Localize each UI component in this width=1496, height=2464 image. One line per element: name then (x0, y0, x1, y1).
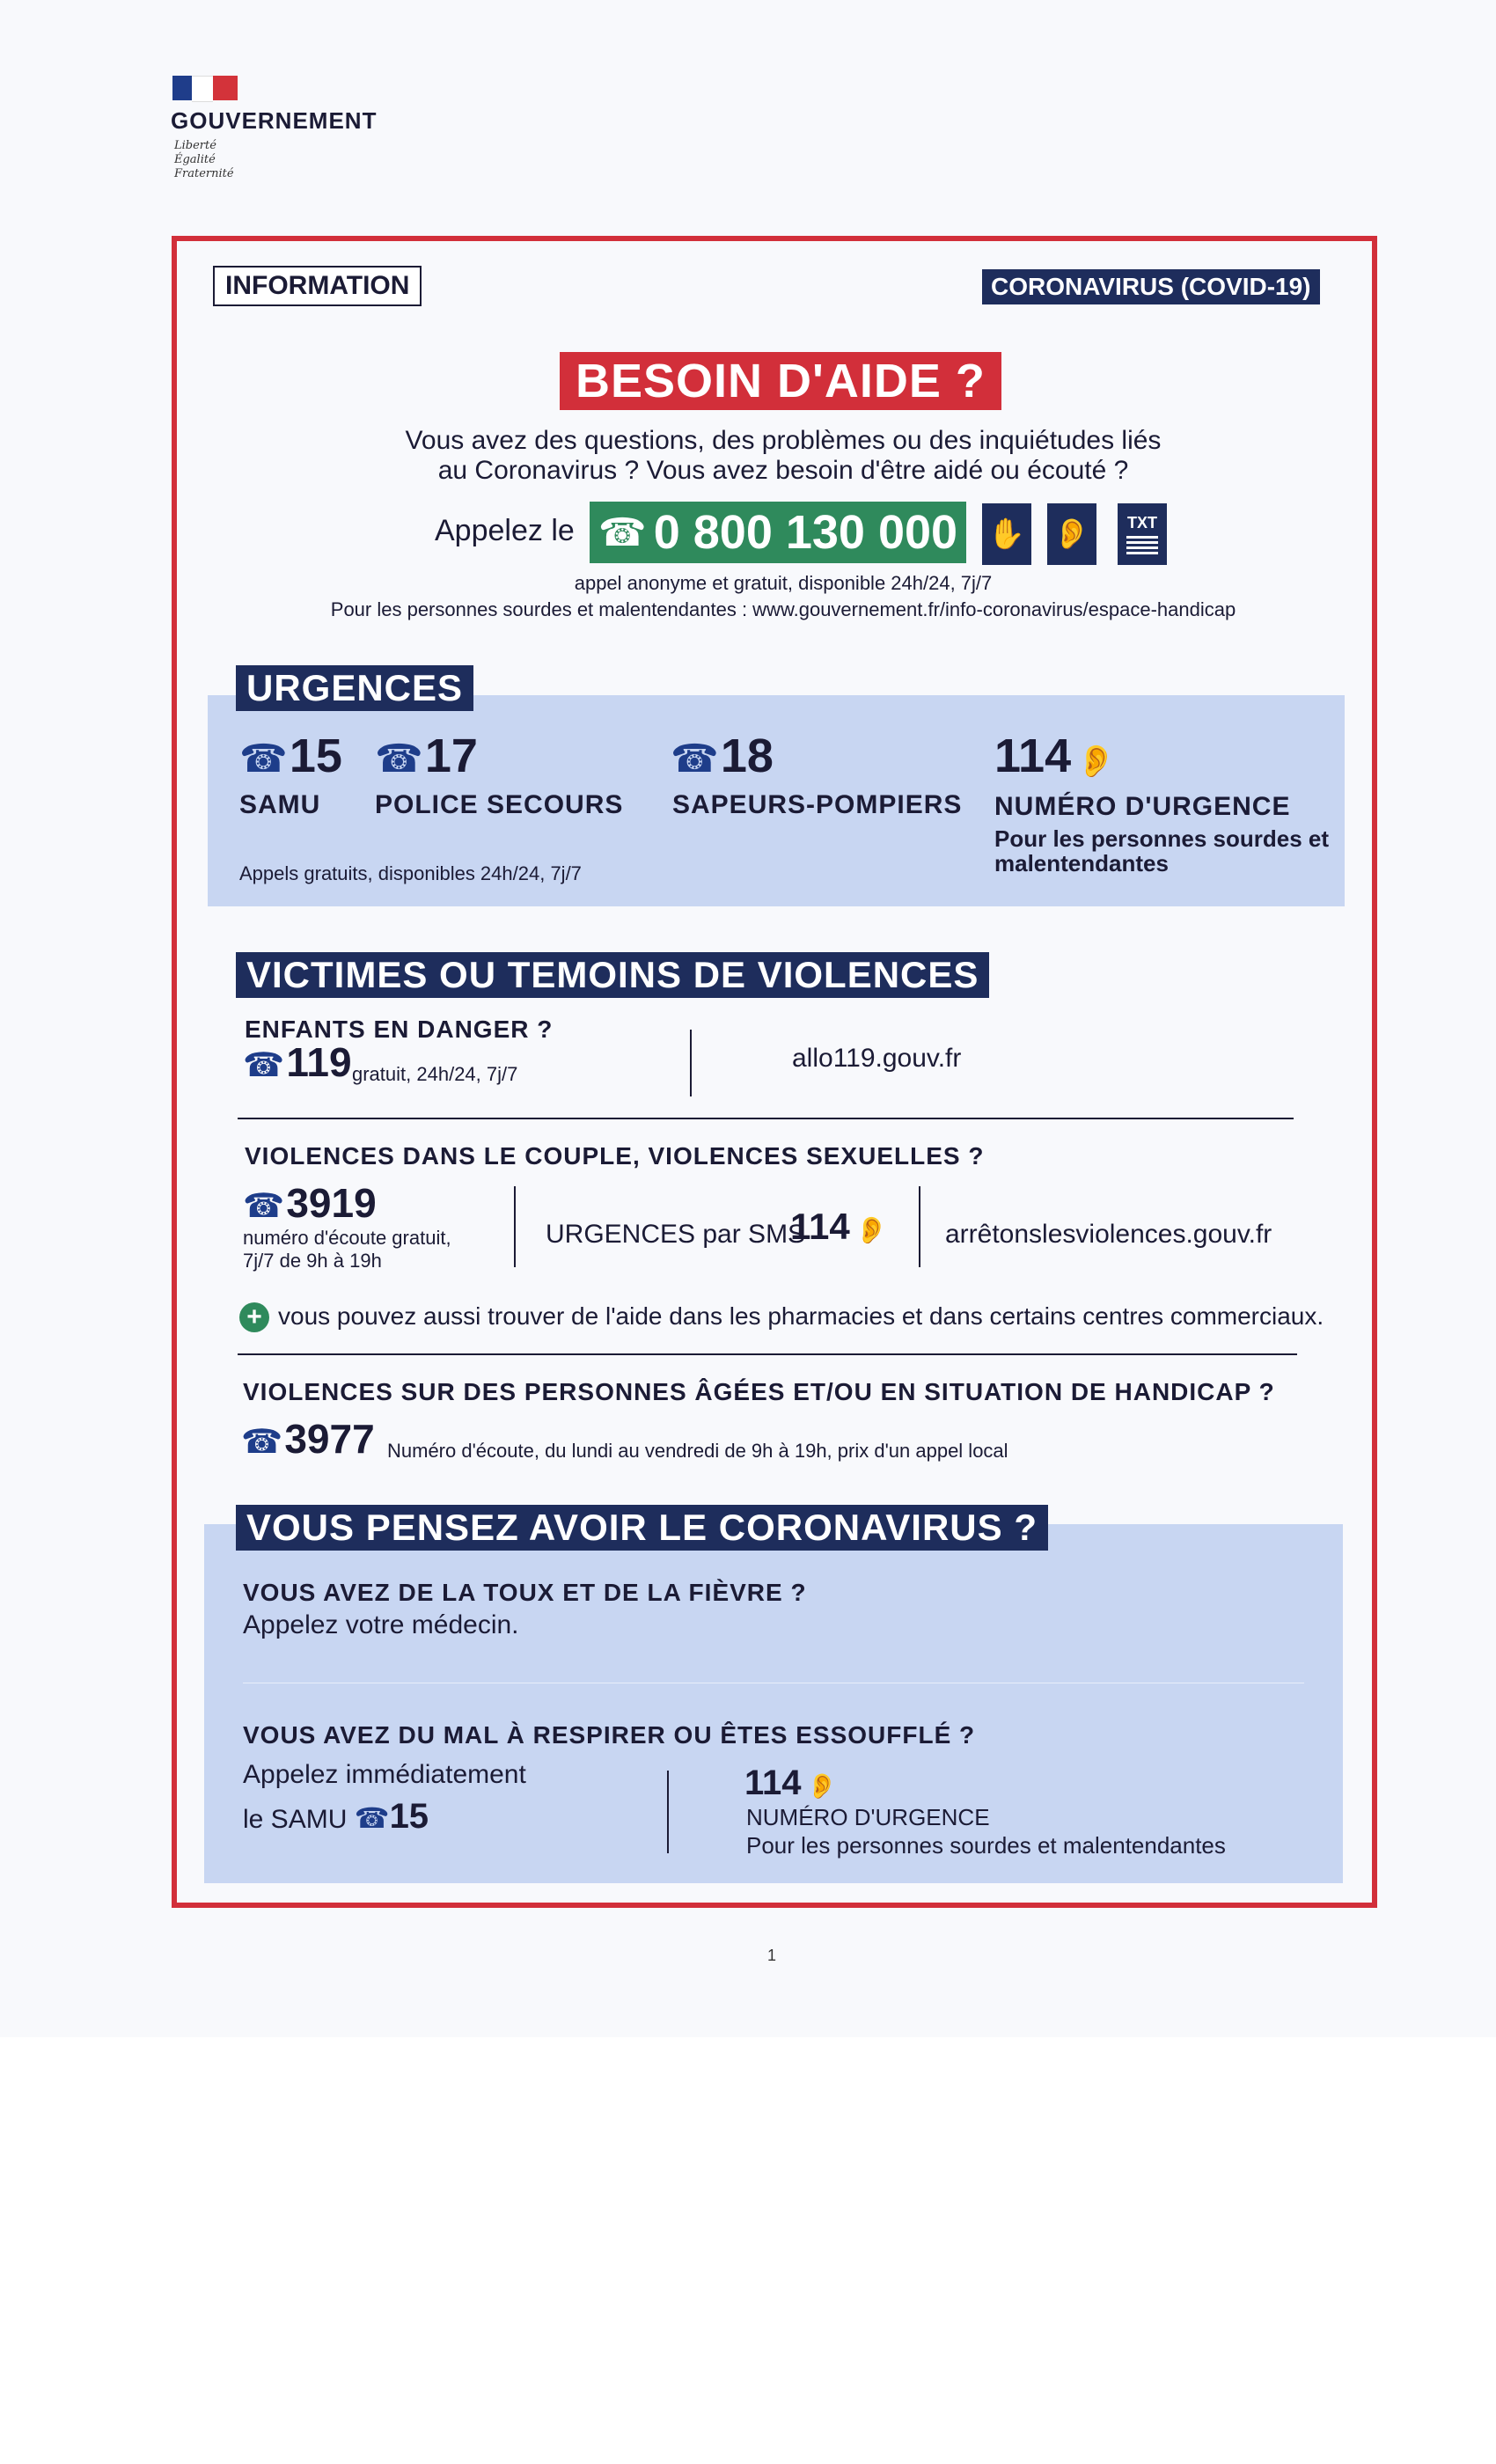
divider (690, 1030, 692, 1096)
hotline-note: appel anonyme et gratuit, disponible 24h/24, 7j/7 (574, 572, 993, 594)
plus-icon: + (239, 1302, 269, 1332)
samu-label: SAMU (239, 790, 321, 819)
sign-language-icon: ✋ (982, 503, 1031, 565)
phone-icon: ☎ (354, 1802, 390, 1834)
hotline-number-text: 0 800 130 000 (653, 506, 958, 559)
coronavirus-title: VOUS PENSEZ AVOIR LE CORONAVIRUS ? (236, 1505, 1048, 1551)
respirer-question: VOUS AVEZ DU MAL À RESPIRER OU ÊTES ESSOUFFLÉ ? (243, 1721, 976, 1749)
toux-answer: Appelez votre médecin. (243, 1610, 519, 1639)
intro-line: au Coronavirus ? Vous avez besoin d'être aidé ou écouté ? (437, 456, 1129, 485)
couple-detail: numéro d'écoute gratuit, (243, 1227, 451, 1249)
sms-label: URGENCES par SMS (546, 1220, 806, 1249)
besoin-aide-title: BESOIN D'AIDE ? (560, 352, 1001, 410)
enfants-detail: gratuit, 24h/24, 7j/7 (352, 1063, 518, 1085)
violences-title: VICTIMES OU TEMOINS DE VIOLENCES (236, 952, 989, 998)
pompiers-label: SAPEURS-POMPIERS (672, 790, 963, 819)
ages-detail: Numéro d'écoute, du lundi au vendredi de 9h à 19h, prix d'un appel local (387, 1440, 1008, 1462)
corona-114-number: 114 👂 (744, 1764, 838, 1802)
deaf-ear-icon: 👂 (806, 1772, 838, 1800)
separator (238, 1118, 1294, 1119)
pompiers-number: ☎18 (671, 730, 774, 782)
pharmacy-note: vous pouvez aussi trouver de l'aide dans les pharmacies et dans certains centres commerciaux. (278, 1302, 1324, 1330)
phone-icon: ☎ (375, 737, 423, 781)
marianne-logo (172, 76, 238, 100)
allo119-site[interactable]: allo119.gouv.fr (792, 1044, 962, 1073)
motto-line: Fraternité (174, 167, 234, 180)
intro-line: Vous avez des questions, des problèmes ou des inquiétudes liés (405, 426, 1162, 455)
police-label: POLICE SECOURS (375, 790, 624, 819)
hotline-number[interactable] (590, 502, 966, 563)
motto-line: Égalité (174, 153, 216, 166)
government-label: GOUVERNEMENT (171, 107, 378, 134)
divider (919, 1186, 920, 1267)
enfants-number: ☎119 (243, 1039, 352, 1085)
covid-tag: CORONAVIRUS (COVID-19) (982, 269, 1320, 304)
urgences-title: URGENCES (236, 665, 473, 711)
divider (514, 1186, 516, 1267)
phone-icon: ☎ (241, 1424, 283, 1461)
accessibility-note: Pour les personnes sourdes et malentendantes : www.gouvernement.fr/info-coronavirus/espace-handicap (330, 598, 1236, 620)
hearing-impaired-icon: 👂 (1047, 503, 1096, 565)
deaf-ear-icon: 👂 (1076, 743, 1116, 779)
urgence-114-label: NUMÉRO D'URGENCE (994, 792, 1291, 821)
phone-icon: ☎ (243, 1047, 285, 1084)
urgence-114-sub: Pour les personnes sourdes et (994, 825, 1330, 852)
text-relay-icon (1118, 503, 1167, 565)
divider (667, 1771, 669, 1853)
corona-114-label: NUMÉRO D'URGENCE (746, 1804, 990, 1830)
couple-number: ☎3919 (243, 1180, 377, 1226)
phone-icon: ☎ (671, 737, 719, 781)
deaf-ear-icon: 👂 (854, 1216, 889, 1245)
call-label: Appelez le (435, 514, 575, 547)
police-number: ☎17 (375, 730, 478, 782)
motto (174, 139, 234, 181)
arretons-site[interactable]: arrêtonslesviolences.gouv.fr (945, 1220, 1272, 1249)
respirer-answer: Appelez immédiatement (243, 1760, 526, 1789)
urgence-114-number: 114 👂 (994, 730, 1116, 782)
samu-number: ☎15 (239, 730, 342, 782)
txt-label: TXT (1127, 513, 1157, 532)
phone-icon: ☎ (243, 1188, 285, 1225)
information-tag: INFORMATION (213, 266, 422, 306)
separator (238, 1353, 1297, 1355)
ages-question: VIOLENCES SUR DES PERSONNES ÂGÉES ET/OU EN SITUATION DE HANDICAP ? (243, 1378, 1275, 1405)
urgence-114-sub: malentendantes (994, 850, 1169, 876)
samu-call-line: le SAMU ☎15 (243, 1797, 429, 1836)
urgences-footnote: Appels gratuits, disponibles 24h/24, 7j/7 (239, 862, 582, 884)
sms-number: 114 👂 (790, 1206, 889, 1247)
phone-icon: ☎ (239, 737, 288, 781)
ages-number: ☎3977 (241, 1416, 375, 1462)
enfants-question: ENFANTS EN DANGER ? (245, 1016, 554, 1043)
couple-detail: 7j/7 de 9h à 19h (243, 1250, 382, 1272)
page-number: 1 (767, 1947, 777, 1964)
motto-line: Liberté (174, 139, 216, 152)
phone-icon: ☎ (598, 510, 647, 554)
corona-114-sub: Pour les personnes sourdes et malentendantes (746, 1832, 1226, 1859)
toux-question: VOUS AVEZ DE LA TOUX ET DE LA FIÈVRE ? (243, 1579, 807, 1606)
couple-question: VIOLENCES DANS LE COUPLE, VIOLENCES SEXUELLES ? (245, 1142, 985, 1170)
intro-text (264, 426, 1302, 486)
